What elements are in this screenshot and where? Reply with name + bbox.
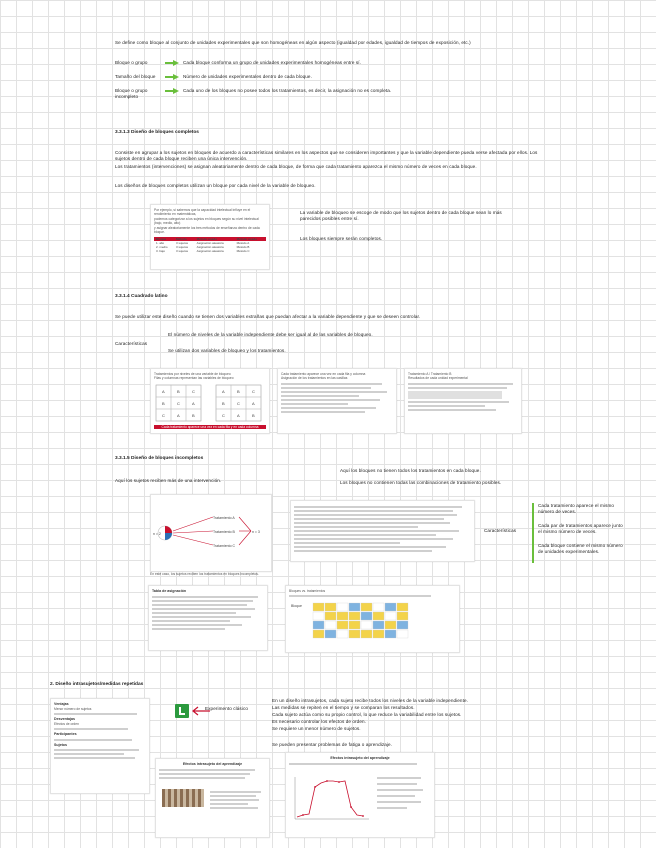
block-cell [373, 621, 384, 629]
table-label: Bloque [291, 604, 302, 609]
figure-caption: Bloques vs. tratamientos [289, 589, 326, 593]
chart-title: Efectos intrasujeto del aprendizaje [330, 756, 390, 760]
card-heading: Desventajas [54, 717, 75, 721]
section-heading-intrasujetos: 2. Diseño intrasujetos/medidas repetidas [50, 682, 144, 687]
latino-card-b [277, 368, 397, 434]
table-cell: 2. medio [156, 245, 168, 250]
latino-cell-label: C [192, 388, 195, 394]
paragraph: El número de niveles de la variable independiente debe ser igual al de las variables de bloqueo. [168, 332, 373, 337]
card-heading: Sujetos [54, 742, 67, 747]
block-cell [313, 621, 324, 629]
block-cell [325, 603, 336, 611]
card-line: Efectos de orden [54, 721, 79, 726]
latino-cell-label: B [252, 412, 255, 418]
incompletos-figure-2 [290, 500, 475, 562]
block-cell [349, 630, 360, 638]
latino-caption: Cada tratamiento aparece una vez en cada fila y en cada columna [154, 425, 266, 429]
paragraph: Consiste en agrupar a los sujetos en bloques de acuerdo a características similares en los aspectos que se consideren importantes y que la variable dependiente pueda verse afectada por ellos. Los sujetos dentro de cada bloque reciben una única intervención. [115, 150, 538, 161]
paragraph: Se utilizan dos variables de bloqueo y los tratamientos. [168, 348, 286, 353]
label-caracteristicas: Características [484, 528, 517, 533]
side-note: La variable de bloqueo se escoge de modo que los sujetos dentro de cada bloque sean lo más parecidos posibles entre sí. [300, 210, 502, 221]
n-label: n = 3 [252, 530, 260, 534]
arrow-icon [165, 60, 179, 66]
treatment-label: Tratamiento C [213, 544, 236, 548]
table-header: Método [174, 237, 195, 241]
def-text-3: Cada uno de los bloques no posee todos los tratamientos, es decir, la asignación no es completa. [183, 88, 392, 93]
card-line: podemos categorizar a los sujetos en bloques según su nivel intelectual (bajo, medio, alto) [154, 216, 259, 226]
latino-cell-label: B [222, 400, 225, 406]
block-cell [361, 630, 372, 638]
learning-chart-card-1 [155, 758, 270, 838]
def-text-2: Número de unidades experimentales dentro de cada bloque. [183, 74, 312, 79]
block-cell [337, 603, 348, 611]
def-term-3: Bloque o grupo incompleto [115, 88, 148, 99]
table-cell: Asignación aleatoria [196, 249, 224, 254]
card-line: Resultados de cada unidad experimental [408, 376, 468, 381]
block-cell [337, 630, 348, 638]
tratamientos-diagram [151, 495, 269, 569]
paragraph: En un diseño intrasujetos, cada sujeto recibe todos los niveles de la variable independiente. [272, 698, 468, 703]
block-cell [325, 630, 336, 638]
latino-cell-label: A [177, 412, 180, 418]
label-experimento-clasico: Experimento clásico [205, 706, 249, 711]
block-cell [397, 603, 408, 611]
block-cell [349, 603, 360, 611]
def-term-1: Bloque o grupo [115, 60, 148, 65]
table-cell: Método A [236, 241, 250, 246]
learning-logo-icon [175, 704, 189, 718]
block-assignment-table [289, 599, 457, 647]
side-note: Los bloques siempre serán completos. [300, 236, 383, 241]
table-cell: 3 sujetos [175, 241, 188, 246]
paragraph: Cada sujeto actúa como su propio control, lo que reduce la variabilidad entre los sujetos. [272, 712, 462, 717]
treatment-label: Tratamiento B [213, 530, 235, 534]
intro-text: Se define como bloque al conjunto de unidades experimentales que son homogéneas en algún aspecto (igualdad por edades, igualdad de tiempos de exposición, etc.) [115, 40, 471, 45]
def-text-1: Cada bloque conforma un grupo de unidades experimentales homogéneas entre sí. [183, 60, 362, 65]
accent-bar [532, 503, 534, 563]
latino-cell-label: C [162, 412, 165, 418]
block-cell [373, 612, 384, 620]
block-cell [385, 612, 396, 620]
card-line: Tratamientos por niveles de una variable de bloqueo [154, 372, 231, 376]
block-cell [397, 612, 408, 620]
table-row [154, 249, 266, 253]
table-cell: 1. alto [156, 241, 165, 246]
latino-cell-label: A [162, 388, 165, 394]
figure-title: Tabla de asignación [152, 589, 187, 593]
paragraph: Las medidas se repiten en el tiempo y se comparan los resultados. [272, 705, 415, 710]
learning-chart-card-2 [285, 752, 435, 838]
block-cell [313, 630, 324, 638]
latino-cell-label: A [192, 400, 195, 406]
paragraph: Se pueden presentar problemas de fatiga o aprendizaje. [272, 742, 393, 747]
bullet: Cada bloque contiene el mismo número de unidades experimentales. [538, 543, 623, 554]
table-cell: Asignación aleatoria [196, 241, 224, 246]
latino-cell-label: B [237, 388, 240, 394]
table-cell: Método C [236, 249, 250, 254]
latino-cell-label: A [222, 388, 225, 394]
section-heading-cuadrado-latino: 3.3.1.4 Cuadrado latino [115, 294, 168, 299]
block-cell [361, 621, 372, 629]
paragraph: Se puede utilizar este diseño cuando se tienen dos variables extrañas que puedan afectar a la variable dependiente y que se deseen controlar. [115, 314, 421, 319]
incompletos-figure-4 [285, 585, 460, 653]
block-cell [313, 603, 324, 611]
block-grid [313, 603, 408, 638]
bullet: Cada par de tratamientos aparece junto el mismo número de veces. [538, 523, 623, 534]
table-cell: Asignación aleatoria [196, 245, 224, 250]
side-note: Aquí los bloques no tienen todos los tratamientos en cada bloque. [340, 468, 481, 473]
block-cell [325, 621, 336, 629]
photo-thumbnail [162, 789, 204, 807]
paragraph: Los diseños de bloques completos utilizan un bloque por cada nivel de la variable de bloqueo. [115, 183, 316, 188]
intrasujetos-summary-card [50, 698, 150, 794]
table-header: Método usado [235, 237, 266, 241]
paragraph: Los tratamientos (intervenciones) se asignan aleatoriamente dentro de cada bloque, de forma que cada tratamiento aparezca el mismo número de veces en cada bloque. [115, 164, 477, 169]
arrow-icon [165, 88, 179, 94]
table-cell: 3. bajo [156, 249, 166, 254]
arrow-icon [165, 74, 179, 80]
table-cell: Método B [236, 245, 250, 250]
incompletos-figure-1 [150, 494, 272, 572]
latino-card-c [404, 368, 522, 434]
block-cell [337, 621, 348, 629]
block-cell [361, 612, 372, 620]
card-line: Filas y columnas representan las variables de bloqueo [154, 376, 234, 381]
example-card-bloques [150, 204, 270, 270]
side-note: Los bloques no contienen todas las combinaciones de tratamiento posibles. [340, 480, 502, 485]
block-cell [385, 603, 396, 611]
block-cell [337, 612, 348, 620]
table-cell: 3 sujetos [175, 245, 188, 250]
latino-cell-label: A [252, 400, 255, 406]
table-header: Método usado [195, 237, 235, 241]
latino-card-a [150, 368, 270, 434]
block-cell [373, 630, 384, 638]
latino-cell-label: A [237, 412, 240, 418]
treatment-label: Tratamiento A [213, 516, 235, 520]
card-line: Cada tratamiento aparece una vez en cada fila y columna [281, 372, 366, 376]
learning-curve-chart [289, 767, 429, 829]
paragraph: Es necesario controlar los efectos de orden. [272, 719, 367, 724]
latino-cell-label: B [177, 388, 180, 394]
block-cell [385, 630, 396, 638]
block-cell [397, 630, 408, 638]
card-line: y asignar aleatoriamente los tres métodos de enseñanza dentro de cada bloque. [154, 225, 260, 235]
latino-cell-label: C [177, 400, 180, 406]
latino-cell-label: C [237, 400, 240, 406]
bullet: Cada tratamiento aparece el mismo número de veces. [538, 503, 615, 514]
figure-caption: En este caso, los sujetos reciben los tratamientos en bloques incompletos. [150, 572, 259, 576]
n-label: n = 2 [153, 532, 161, 536]
chart-title: Efectos intrasujeto del aprendizaje [182, 762, 243, 766]
latino-grid-diagram [154, 383, 266, 425]
card-line: Asignación de los tratamientos en las casillas [281, 376, 348, 381]
bloques-table [154, 237, 266, 253]
block-cell [397, 621, 408, 629]
block-cell [325, 612, 336, 620]
section-heading-bloques-incompletos: 3.3.1.5 Diseño de bloques incompletos [115, 456, 204, 461]
block-cell [373, 603, 384, 611]
def-term-2: Tamaño del bloque [115, 74, 156, 79]
card-heading: Participantes [54, 732, 77, 736]
block-cell [385, 621, 396, 629]
card-line: Tratamiento A / Tratamiento B [408, 372, 452, 376]
label-caracteristicas: Características [115, 341, 148, 346]
card-line: Por ejemplo, si sabemos que la capacidad intelectual influye en el rendimiento en matemáticas, [154, 208, 251, 217]
table-cell: 3 sujetos [175, 249, 188, 254]
block-cell [313, 612, 324, 620]
incompletos-figure-3 [148, 585, 268, 651]
block-cell [361, 603, 372, 611]
latino-cell-label: B [162, 400, 165, 406]
paragraph: Se requiere un menor número de sujetos. [272, 726, 361, 731]
latino-cell-label: C [252, 388, 255, 394]
latino-cell-label: C [222, 412, 225, 418]
card-line: Menor número de sujetos [54, 706, 92, 711]
block-cell [349, 621, 360, 629]
latino-grid [156, 385, 261, 421]
table-header: Bloque [154, 237, 174, 241]
card-heading: Ventajas [54, 702, 69, 706]
latino-cell-label: B [192, 412, 195, 418]
section-heading-bloques-completos: 3.3.1.3 Diseño de bloques completos [115, 130, 199, 135]
block-cell [349, 612, 360, 620]
paragraph: Aquí los sujetos reciben más de una intervención. [115, 478, 222, 483]
